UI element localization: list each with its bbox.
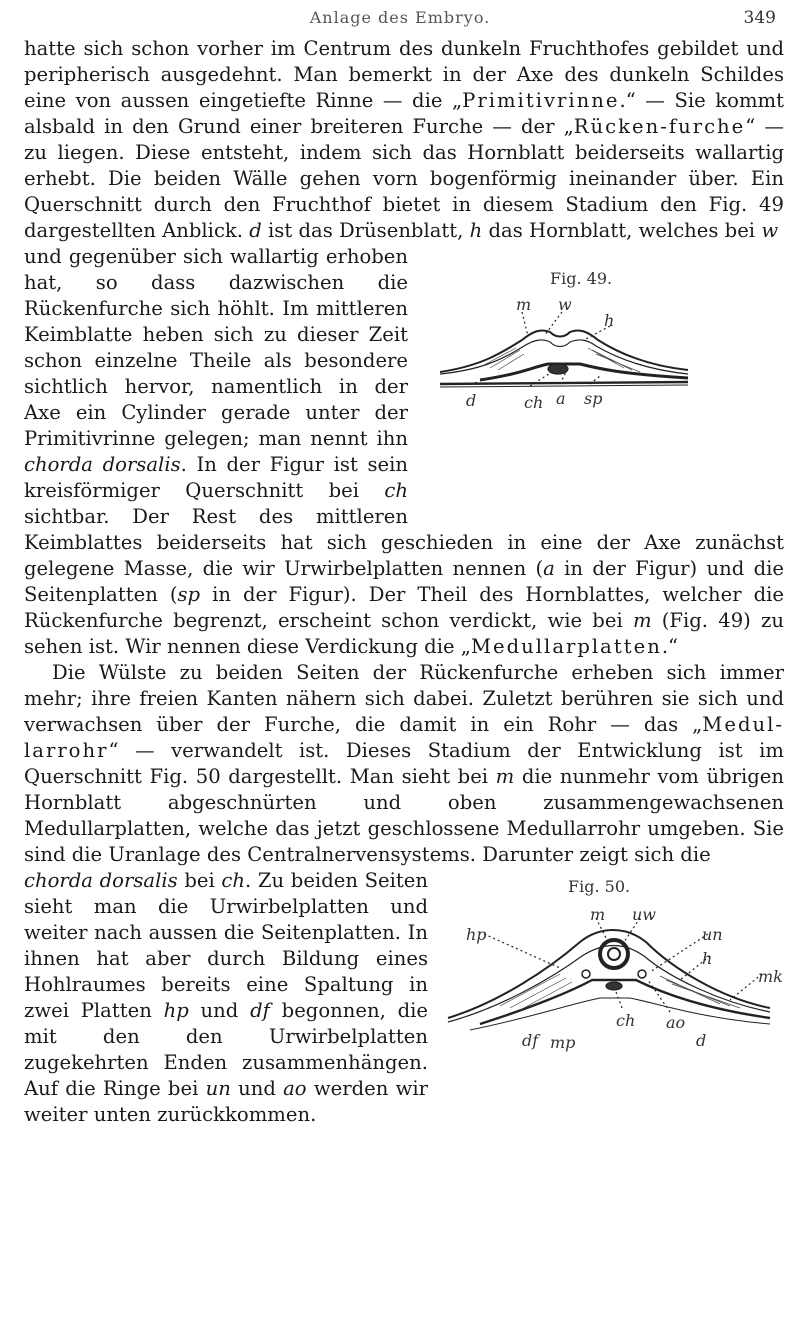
body-text: hatte sich schon vorher im Centrum des dunkeln Fruchthofes gebildet und peripherisch ausgedehnt. Man bemerkt in der Axe des dunkeln Schildes eine von aussen eingetiefte Rinne — die „Primitivrinne.“ — Sie kommt alsbald in den Grund einer breiteren Furche — der „Rücken-furche“ — zu liegen. Diese entsteht, indem sich das Hornblatt beiderseits wallartig erhebt. Die beiden Wälle gehen vorn bogenförmig ineinander über. Ein Querschnitt durch den Fruchthof bietet in diesem Stadium den Fig. 49 dargestellten Anblick. d ist das Drüsenblatt, h das Hornblatt, welches bei w Fig. 49. m w h d ch a sp und gegenüber sich wallartig erhoben hat, so dass dazwischen die Rückenfurche sich höhlt. Im mittleren Keimblatte heben sich zu dieser Zeit schon einzelne Theile als besondere sichtlich hervor, namentlich in der Axe ein Cylinder gerade unter der Primitivrinne gelegen; man nennt ihn chorda dorsalis. In der Figur ist sein kreisförmiger Querschnitt bei ch sichtbar. Der Rest des mittleren Keimblattes beiderseits hat sich geschieden in eine der Axe zunächst gelegene Masse, die wir Urwirbelplatten nennen (a in der Figur) und die Seitenplatten (sp in der Figur). Der Theil des Hornblattes, welcher die Rückenfurche begrenzt, erscheint schon verdickt, wie bei m (Fig. 49) zu sehen ist. Wir nennen diese Verdickung die „Medullarplatten.“ Die Wülste zu beiden Seiten der Rückenfurche erheben sich immer mehr; ihre freien Kanten nähern sich dabei. Zuletzt berühren sie sich und verwachsen über der Furche, die damit in ein Rohr — das „Medul-larrohr“ — verwandelt ist. Dieses Stadium der Entwicklung ist im Querschnitt Fig. 50 dargestellt. Man sieht bei m die nunmehr vom übrigen Hornblatt abgeschnürten und oben zusammengewachsenen Medullarplatten, welche das jetzt geschlossene Medullarrohr umgeben. Sie sind die Uranlage des Centralnervensystems. Darunter zeigt sich die Fig. 50. m uw hp un h mk ch ao df mp d chorda dorsalis bei ch. Zu beiden Seiten sieht man die Urwirbelplatten und weiter nach aussen die Seitenplatten. In ihnen hat aber durch Bildung eines Hohlraumes bereits eine Spaltung in zwei Platten hp und df begonnen, die mit den den Urwirbelplatten zugekehrten Enden zusammenhängen. Auf die Ringe bei un und ao werden wir weiter unten zurückkommen. [24, 37, 785, 1126]
paragraph-2: Die Wülste zu beiden Seiten der Rückenfurche erheben sich immer mehr; ihre freien Kanten nähern sich dabei. Zuletzt berühren sie sich und verwachsen über der Furche, die damit in ein Rohr — das „Medul-larrohr“ — verwandelt ist. Dieses Stadium der Entwicklung ist im Querschnitt Fig. 50 dargestellt. Man sieht bei m die nunmehr vom übrigen Hornblatt abgeschnürten und oben zusammengewachsenen Medullarplatten, welche das jetzt geschlossene Medullarrohr umgeben. Sie sind die Uranlage des Centralnervensystems. Darunter zeigt sich die [24, 661, 785, 866]
term-primitivrinne: Primitivrinne [462, 89, 620, 112]
paragraph-1: hatte sich schon vorher im Centrum des dunkeln Fruchthofes gebildet und peripherisch ausgedehnt. Man bemerkt in der Axe des dunkeln Schildes eine von aussen eingetiefte Rinne — die „Primitivrinne.“ — Sie kommt alsbald in den Grund einer breiteren Furche — der „Rücken-furche“ — zu liegen. Diese entsteht, indem sich das Hornblatt beiderseits wallartig erhebt. Die beiden Wälle gehen vorn bogenförmig ineinander über. Ein Querschnitt durch den Fruchthof bietet in diesem Stadium den Fig. 49 dargestellten Anblick. d ist das Drüsenblatt, h das Hornblatt, welches bei w [24, 37, 784, 242]
running-title: Anlage des Embryo. [309, 8, 491, 27]
running-header [0, 8, 800, 32]
page-number: 349 [743, 8, 776, 28]
figure-50-drawing [440, 868, 784, 1073]
figure-49-drawing [420, 244, 784, 504]
term-rueckenfurche: Rücken-furche [573, 115, 746, 138]
figure-49-caption: Fig. 49. [550, 269, 613, 288]
term-medullarrohr: Medul-larrohr [24, 713, 784, 762]
term-medullarplatten: Medullarplatten [470, 635, 662, 658]
figure-50: Fig. 50. m uw hp un h mk ch ao df mp d [440, 868, 784, 1073]
figure-50-caption: Fig. 50. [568, 877, 631, 896]
figure-49: Fig. 49. m w h d ch a sp [420, 244, 784, 504]
